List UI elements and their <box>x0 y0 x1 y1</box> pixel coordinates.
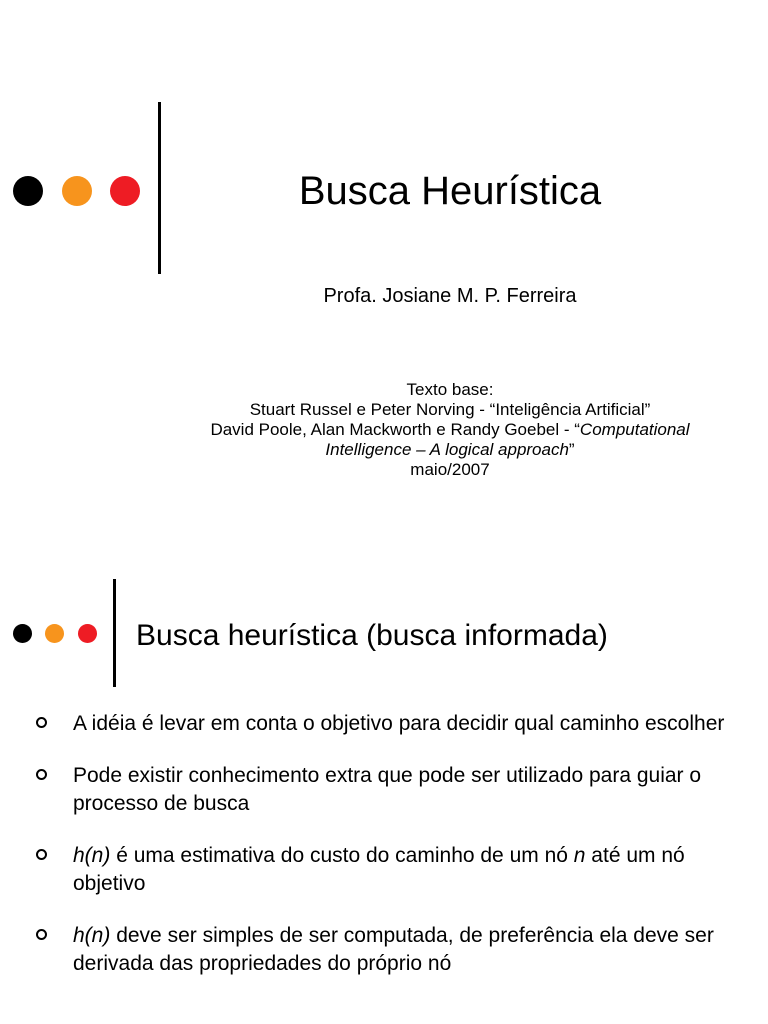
author: Profa. Josiane M. P. Ferreira <box>323 285 577 307</box>
list-item <box>30 922 730 978</box>
list-item <box>30 842 730 898</box>
bullet-text: A idéia é levar em conta o objetivo para decidir qual caminho escolher <box>73 712 725 735</box>
orange-dot-icon <box>62 176 92 206</box>
reference-2-close-quote: ” <box>568 440 575 459</box>
bullet-text: deve ser simples de ser computada, de preferência ela deve ser derivada das propriedades do próprio nó <box>73 924 714 975</box>
reference-2 <box>180 420 720 460</box>
red-dot-icon <box>78 624 97 643</box>
node-variable: n <box>573 844 586 867</box>
slide-title: Busca Heurística <box>298 169 602 213</box>
circle-bullet-icon <box>36 717 47 728</box>
references <box>180 380 720 480</box>
bullet-text: é uma estimativa do custo do caminho de um nó <box>110 844 574 867</box>
bullet-text: até um nó objetivo <box>73 844 685 895</box>
reference-1: Stuart Russel e Peter Norving - “Inteligência Artificial” <box>249 400 651 419</box>
circle-bullet-icon <box>36 769 47 780</box>
black-dot-icon <box>13 624 32 643</box>
bullet-text: Pode existir conhecimento extra que pode ser utilizado para guiar o processo de busca <box>73 764 702 815</box>
content-slide <box>0 540 768 1024</box>
bullet-list <box>30 710 730 1002</box>
reference-2-authors: David Poole, Alan Mackworth e Randy Goebel - “ <box>210 420 580 439</box>
reference-2-book-title: Computational Intelligence – A logical approach <box>325 420 690 459</box>
circle-bullet-icon <box>36 929 47 940</box>
red-dot-icon <box>110 176 140 206</box>
orange-dot-icon <box>45 624 64 643</box>
black-dot-icon <box>13 176 43 206</box>
list-item <box>30 710 730 738</box>
circle-bullet-icon <box>36 849 47 860</box>
heuristic-function: h(n) <box>73 924 111 947</box>
vertical-divider <box>158 102 161 274</box>
vertical-divider <box>113 579 116 687</box>
heuristic-function: h(n) <box>73 844 111 867</box>
list-item <box>30 762 730 818</box>
slide-title: Busca heurística (busca informada) <box>136 619 608 652</box>
references-heading: Texto base: <box>406 380 494 399</box>
date: maio/2007 <box>410 460 490 479</box>
